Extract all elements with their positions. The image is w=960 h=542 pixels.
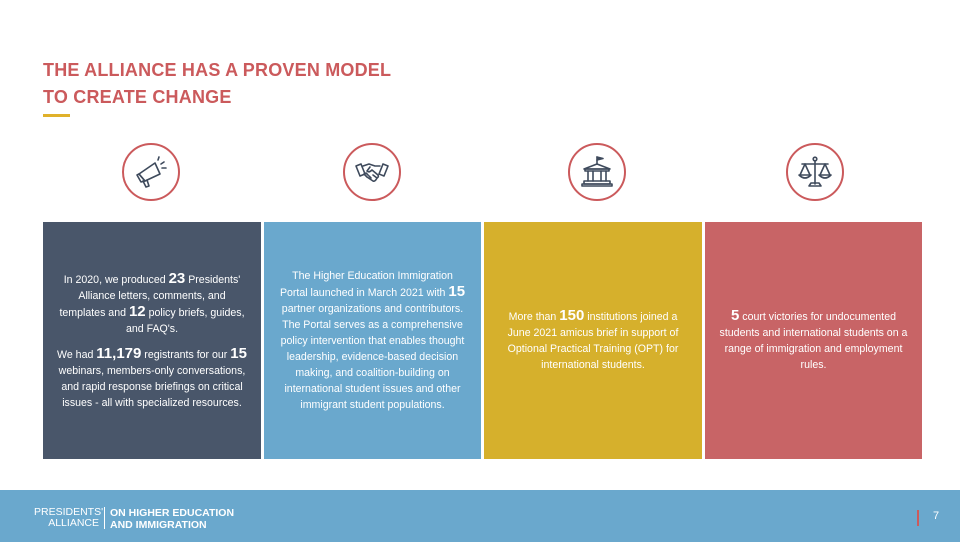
panel-portal — [264, 222, 481, 459]
stat-registrants-count: 11,179 — [96, 344, 142, 362]
panel-court-text: 5 court victories for undocumented students and international students on a range of immigration and employment rules. — [719, 307, 908, 371]
logo-wordmark-left: PRESIDENTS' ALLIANCE — [34, 506, 104, 529]
stat-policy-briefs-count: 12 — [128, 302, 146, 320]
panel-court-victories — [705, 222, 922, 459]
scales-of-justice-icon — [786, 143, 844, 201]
slide-title-line1: THE ALLIANCE HAS A PROVEN MODEL — [43, 60, 392, 80]
page-number-marker — [917, 510, 919, 526]
government-building-icon — [568, 143, 626, 201]
stat-webinars-count: 15 — [230, 344, 247, 362]
panel-portal-para2: The Portal serves as a comprehensive policy intervention that enables thought leadership, evidence-based decision making, and coalition-building on international student issues and other immigrant student populations. — [280, 319, 465, 411]
logo-divider — [104, 507, 105, 529]
stat-partners-count: 15 — [448, 283, 466, 300]
panel-publications — [43, 222, 261, 459]
panel-amicus-text: More than 150 institutions joined a June 2021 amicus brief in support of Optional Practical Training (OPT) for international students. — [507, 307, 679, 371]
slide-title-line2: TO CREATE CHANGE — [43, 87, 232, 107]
panel-amicus-brief — [484, 222, 702, 459]
footer-bar — [0, 490, 960, 542]
stat-court-victories-count: 5 — [731, 307, 740, 324]
logo-wordmark-right: ON HIGHER EDUCATION AND IMMIGRATION — [110, 507, 235, 531]
megaphone-icon — [122, 143, 180, 201]
stat-institutions-count: 150 — [559, 307, 585, 324]
panel-portal-para1: The Higher Education Immigration Portal launched in March 2021 with 15 partner organizations and contributors. — [279, 270, 466, 315]
handshake-icon — [343, 143, 401, 201]
panel-publications-para2: We had 11,179 registrants for our 15 webinars, members-only conversations, and rapid response briefings on critical issues - all with specialized resources. — [57, 344, 247, 409]
panel-publications-para1: In 2020, we produced 23 Presidents' Alliance letters, comments, and templates and 12 policy briefs, guides, and FAQ's. — [59, 269, 245, 335]
title-underline — [43, 114, 70, 117]
slide-title — [43, 57, 391, 111]
stat-letters-count: 23 — [168, 269, 186, 287]
page-number: 7 — [933, 510, 940, 522]
